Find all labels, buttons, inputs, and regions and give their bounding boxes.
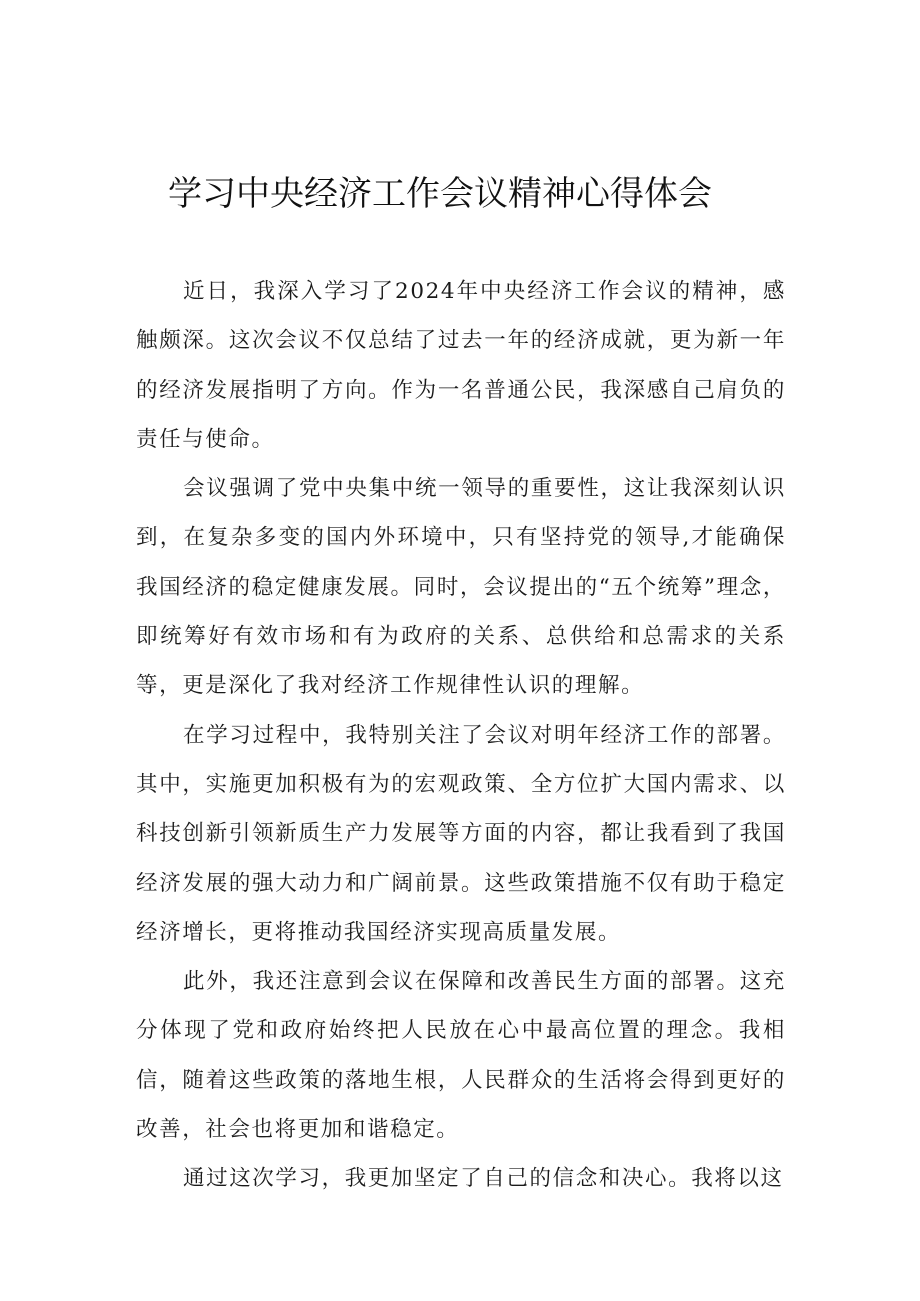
paragraph: 在学习过程中，我特别关注了会议对明年经济工作的部署。其中，实施更加积极有为的宏观政策、全方位扩大国内需求、以科技创新引领新质生产力发展等方面的内容，都让我看到了我国经济发展的强大动力和广阔前景。这些政策措施不仅有助于稳定经济增长，更将推动我国经济实现高质量发展。	[136, 722, 786, 945]
paragraph: 通过这次学习，我更加坚定了自己的信念和决心。我将以这	[183, 1166, 784, 1192]
paragraph: 近日，我深入学习了2024年中央经济工作会议的精神，感触颇深。这次会议不仅总结了过去一年的经济成就，更为新一年的经济发展指明了方向。作为一名普通公民，我深感自己肩负的责任与使命。	[136, 279, 786, 452]
document-body	[136, 267, 786, 1204]
paragraph: 此外，我还注意到会议在保障和改善民生方面的部署。这充分体现了党和政府始终把人民放在心中最高位置的理念。我相信，随着这些政策的落地生根，人民群众的生活将会得到更好的改善，社会也将更加和谐稳定。	[136, 969, 786, 1143]
document-title: 学习中央经济工作会议精神心得体会	[168, 174, 712, 214]
paragraph: 会议强调了党中央集中统一领导的重要性，这让我深刻认识到，在复杂多变的国内外环境中，只有坚持党的领导,才能确保我国经济的稳定健康发展。同时，会议提出的“五个统筹”理念，即统筹好有效市场和有为政府的关系、总供给和总需求的关系等，更是深化了我对经济工作规律性认识的理解。	[136, 476, 786, 699]
